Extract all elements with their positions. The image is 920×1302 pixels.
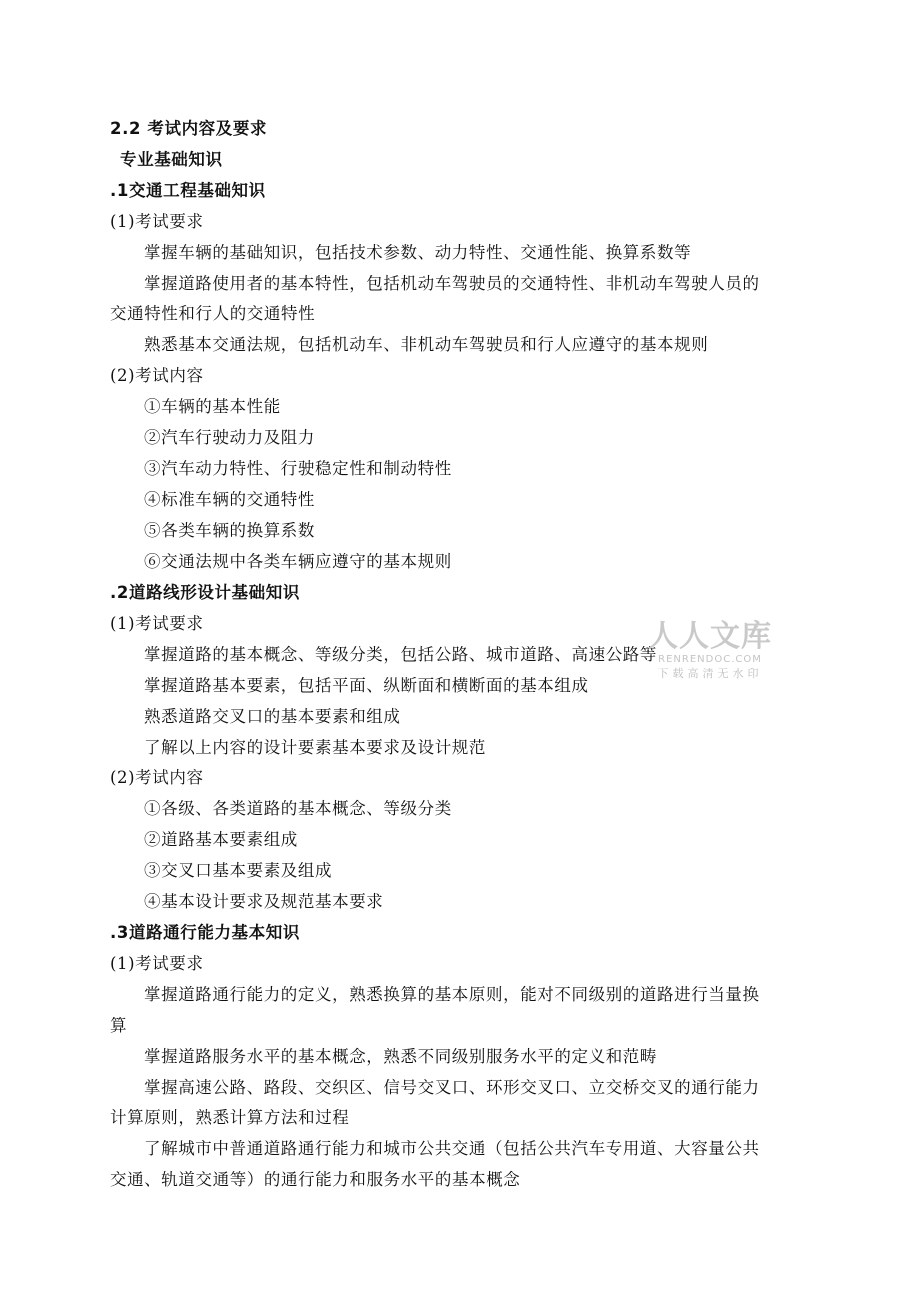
- content-item: ①车辆的基本性能: [144, 397, 281, 416]
- part-title: 专业基础知识: [120, 150, 223, 169]
- content-item: ③交叉口基本要素及组成: [144, 861, 333, 880]
- content-item: ④基本设计要求及规范基本要求: [144, 892, 384, 911]
- content-item: ②道路基本要素组成: [144, 830, 298, 849]
- content-item: ⑥交通法规中各类车辆应遵守的基本规则: [144, 552, 452, 571]
- content-item: ③汽车动力特性、行驶稳定性和制动特性: [144, 459, 452, 478]
- requirement-line: 掌握道路使用者的基本特性，包括机动车驾驶员的交通特性、非机动车驾驶人员的: [144, 274, 760, 293]
- watermark-caption: 下载高清无水印: [657, 667, 763, 680]
- requirement-line: 熟悉基本交通法规，包括机动车、非机动车驾驶员和行人应遵守的基本规则: [144, 335, 709, 354]
- requirement-line-cont: 计算原则，熟悉计算方法和过程: [110, 1108, 350, 1127]
- content-item: ⑤各类车辆的换算系数: [144, 521, 315, 540]
- subsection-heading-1: .1交通工程基础知识: [110, 181, 266, 200]
- requirements-label: (1)考试要求: [110, 954, 204, 973]
- content-item: ①各级、各类道路的基本概念、等级分类: [144, 799, 452, 818]
- requirement-line: 掌握道路基本要素，包括平面、纵断面和横断面的基本组成: [144, 676, 589, 695]
- requirements-label: (1)考试要求: [110, 614, 204, 633]
- section-title: 2.2 考试内容及要求: [110, 119, 268, 138]
- requirement-line-cont: 算: [110, 1016, 128, 1035]
- watermark-logo-text: 人人文库: [648, 619, 772, 654]
- content-item: ④标准车辆的交通特性: [144, 490, 315, 509]
- requirement-line: 掌握车辆的基础知识，包括技术参数、动力特性、交通性能、换算系数等: [144, 243, 692, 262]
- requirement-line-cont: 交通、轨道交通等）的通行能力和服务水平的基本概念: [110, 1170, 521, 1189]
- requirement-line: 熟悉道路交叉口的基本要素和组成: [144, 707, 401, 726]
- watermark-url: RENRENDOC.COM: [658, 654, 762, 665]
- content-item: ②汽车行驶动力及阻力: [144, 428, 315, 447]
- requirement-line-cont: 交通特性和行人的交通特性: [110, 304, 316, 323]
- subsection-heading-3: .3道路通行能力基本知识: [110, 923, 300, 942]
- requirement-line: 掌握高速公路、路段、交织区、信号交叉口、环形交叉口、立交桥交叉的通行能力: [144, 1078, 760, 1097]
- requirement-line: 了解城市中普通道路通行能力和城市公共交通（包括公共汽车专用道、大容量公共: [144, 1139, 760, 1158]
- content-label: (2)考试内容: [110, 768, 204, 787]
- requirement-line: 掌握道路通行能力的定义，熟悉换算的基本原则，能对不同级别的道路进行当量换: [144, 985, 760, 1004]
- requirement-line: 掌握道路服务水平的基本概念，熟悉不同级别服务水平的定义和范畴: [144, 1047, 657, 1066]
- requirements-label: (1)考试要求: [110, 212, 204, 231]
- requirement-line: 掌握道路的基本概念、等级分类，包括公路、城市道路、高速公路等: [144, 645, 657, 664]
- watermark: [640, 620, 780, 682]
- requirement-line: 了解以上内容的设计要素基本要求及设计规范: [144, 738, 486, 757]
- subsection-heading-2: .2道路线形设计基础知识: [110, 583, 300, 602]
- content-label: (2)考试内容: [110, 366, 204, 385]
